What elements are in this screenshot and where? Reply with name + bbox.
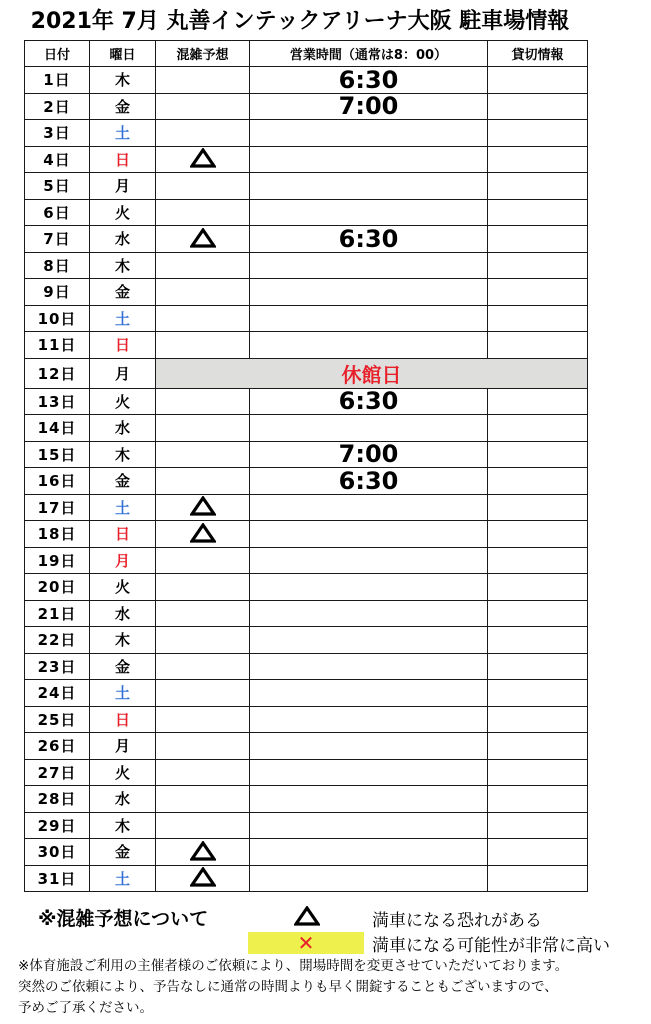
business-hours-cell: [250, 706, 488, 733]
crowd-forecast-cell: [156, 865, 250, 892]
table-row: [25, 468, 588, 495]
reservation-info-cell: [488, 252, 588, 279]
weekday-cell: 木: [90, 67, 156, 94]
warning-triangle-icon: [190, 496, 216, 518]
weekday-cell: 火: [90, 388, 156, 415]
warning-triangle-icon: [190, 228, 216, 250]
legend-cross-text: 満車になる可能性が非常に高い: [372, 936, 610, 956]
crowd-forecast-cell: [156, 627, 250, 654]
weekday-cell: 土: [90, 865, 156, 892]
date-cell: 26日: [25, 733, 90, 760]
warning-triangle-icon: [294, 906, 320, 930]
crowd-forecast-cell: [156, 812, 250, 839]
date-cell: 23日: [25, 653, 90, 680]
table-row: [25, 415, 588, 442]
business-hours-cell: [250, 627, 488, 654]
table-row: [25, 547, 588, 574]
reservation-info-cell: [488, 199, 588, 226]
date-cell: 24日: [25, 680, 90, 707]
business-hours-cell: [250, 252, 488, 279]
reservation-info-cell: [488, 706, 588, 733]
reservation-info-cell: [488, 865, 588, 892]
crowd-forecast-cell: [156, 67, 250, 94]
crowd-forecast-cell: [156, 759, 250, 786]
table-row: [25, 252, 588, 279]
warning-triangle-icon: [190, 841, 216, 863]
reservation-info-cell: [488, 415, 588, 442]
business-hours-cell: [250, 521, 488, 548]
warning-triangle-icon: [190, 148, 216, 170]
table-row: [25, 67, 588, 94]
date-cell: 1日: [25, 67, 90, 94]
table-row: [25, 332, 588, 359]
reservation-info-cell: [488, 574, 588, 601]
crowd-forecast-cell: [156, 415, 250, 442]
date-cell: 18日: [25, 521, 90, 548]
crowd-forecast-cell: [156, 706, 250, 733]
legend-title: ※混雑予想について: [38, 908, 209, 930]
legend-triangle-text: 満車になる恐れがある: [372, 911, 542, 931]
weekday-cell: 木: [90, 441, 156, 468]
crowd-forecast-cell: [156, 441, 250, 468]
reservation-info-cell: [488, 627, 588, 654]
crowd-forecast-cell: [156, 93, 250, 120]
date-cell: 13日: [25, 388, 90, 415]
weekday-cell: 日: [90, 332, 156, 359]
notes: [18, 956, 651, 1019]
reservation-info-cell: [488, 305, 588, 332]
business-hours-cell: [250, 415, 488, 442]
weekday-cell: 木: [90, 252, 156, 279]
reservation-info-cell: [488, 332, 588, 359]
date-cell: 20日: [25, 574, 90, 601]
reservation-info-cell: [488, 733, 588, 760]
crowd-forecast-cell: [156, 839, 250, 866]
table-row: [25, 279, 588, 306]
reservation-info-cell: [488, 521, 588, 548]
business-hours-cell: [250, 759, 488, 786]
business-hours-cell: [250, 574, 488, 601]
header-weekday: 曜日: [90, 41, 156, 67]
header-reservation-info: 貸切情報: [488, 41, 588, 67]
date-cell: 10日: [25, 305, 90, 332]
date-cell: 6日: [25, 199, 90, 226]
business-hours-cell: [250, 146, 488, 173]
weekday-cell: 土: [90, 120, 156, 147]
crowd-forecast-cell: [156, 547, 250, 574]
table-row: [25, 600, 588, 627]
crowd-forecast-cell: [156, 388, 250, 415]
reservation-info-cell: [488, 173, 588, 200]
table-body: [25, 67, 588, 892]
table-row: [25, 146, 588, 173]
business-hours-cell: [250, 812, 488, 839]
table-row: [25, 358, 588, 388]
table-row: [25, 865, 588, 892]
header-date: 日付: [25, 41, 90, 67]
date-cell: 2日: [25, 93, 90, 120]
red-cross-icon: ✕: [297, 931, 315, 955]
business-hours-cell: [250, 199, 488, 226]
date-cell: 27日: [25, 759, 90, 786]
weekday-cell: 金: [90, 653, 156, 680]
reservation-info-cell: [488, 120, 588, 147]
table-row: [25, 521, 588, 548]
date-cell: 19日: [25, 547, 90, 574]
business-hours-cell: [250, 680, 488, 707]
crowd-forecast-cell: [156, 653, 250, 680]
reservation-info-cell: [488, 494, 588, 521]
weekday-cell: 土: [90, 680, 156, 707]
date-cell: 31日: [25, 865, 90, 892]
business-hours-cell: 6:30: [250, 67, 488, 94]
table-row: [25, 786, 588, 813]
business-hours-cell: [250, 305, 488, 332]
date-cell: 4日: [25, 146, 90, 173]
table-row: [25, 305, 588, 332]
business-hours-cell: 7:00: [250, 441, 488, 468]
crowd-forecast-cell: [156, 521, 250, 548]
closed-day-cell: 休館日: [156, 358, 588, 388]
note-line: ※体育施設ご利用の主催者様のご依頼により、開場時間を変更させていただいております。: [18, 958, 569, 974]
table-row: [25, 812, 588, 839]
table-row: [25, 653, 588, 680]
table-row: [25, 839, 588, 866]
date-cell: 5日: [25, 173, 90, 200]
business-hours-cell: 6:30: [250, 388, 488, 415]
weekday-cell: 土: [90, 494, 156, 521]
table-row: [25, 627, 588, 654]
reservation-info-cell: [488, 468, 588, 495]
reservation-info-cell: [488, 226, 588, 253]
weekday-cell: 月: [90, 733, 156, 760]
reservation-info-cell: [488, 441, 588, 468]
business-hours-cell: [250, 786, 488, 813]
table-row: [25, 680, 588, 707]
weekday-cell: 金: [90, 839, 156, 866]
reservation-info-cell: [488, 812, 588, 839]
warning-triangle-icon: [190, 867, 216, 889]
business-hours-cell: [250, 279, 488, 306]
date-cell: 12日: [25, 358, 90, 388]
weekday-cell: 火: [90, 574, 156, 601]
weekday-cell: 月: [90, 173, 156, 200]
reservation-info-cell: [488, 680, 588, 707]
header-crowd-forecast: 混雑予想: [156, 41, 250, 67]
date-cell: 3日: [25, 120, 90, 147]
crowd-forecast-cell: [156, 279, 250, 306]
table-row: [25, 759, 588, 786]
weekday-cell: 日: [90, 706, 156, 733]
table-row: [25, 226, 588, 253]
weekday-cell: 金: [90, 93, 156, 120]
reservation-info-cell: [488, 388, 588, 415]
crowd-forecast-cell: [156, 226, 250, 253]
weekday-cell: 日: [90, 146, 156, 173]
weekday-cell: 水: [90, 786, 156, 813]
date-cell: 17日: [25, 494, 90, 521]
weekday-cell: 日: [90, 521, 156, 548]
date-cell: 16日: [25, 468, 90, 495]
table-row: [25, 733, 588, 760]
table-row: [25, 494, 588, 521]
warning-triangle-icon: [190, 523, 216, 545]
reservation-info-cell: [488, 653, 588, 680]
table-row: [25, 388, 588, 415]
crowd-forecast-cell: [156, 786, 250, 813]
crowd-forecast-cell: [156, 173, 250, 200]
date-cell: 11日: [25, 332, 90, 359]
table-header-row: [25, 41, 588, 67]
weekday-cell: 火: [90, 199, 156, 226]
table-row: [25, 441, 588, 468]
business-hours-cell: 7:00: [250, 93, 488, 120]
reservation-info-cell: [488, 600, 588, 627]
header-business-hours: 営業時間（通常は8：00）: [250, 41, 488, 67]
note-line: 予めご了承ください。: [18, 1000, 153, 1016]
crowd-forecast-cell: [156, 305, 250, 332]
date-cell: 25日: [25, 706, 90, 733]
reservation-info-cell: [488, 67, 588, 94]
crowd-forecast-cell: [156, 332, 250, 359]
reservation-info-cell: [488, 786, 588, 813]
business-hours-cell: [250, 173, 488, 200]
crowd-forecast-cell: [156, 252, 250, 279]
crowd-forecast-cell: [156, 733, 250, 760]
weekday-cell: 金: [90, 279, 156, 306]
reservation-info-cell: [488, 547, 588, 574]
crowd-forecast-cell: [156, 120, 250, 147]
weekday-cell: 月: [90, 547, 156, 574]
date-cell: 22日: [25, 627, 90, 654]
weekday-cell: 水: [90, 226, 156, 253]
crowd-forecast-cell: [156, 468, 250, 495]
business-hours-cell: [250, 653, 488, 680]
business-hours-cell: [250, 865, 488, 892]
table-row: [25, 173, 588, 200]
weekday-cell: 水: [90, 600, 156, 627]
weekday-cell: 木: [90, 812, 156, 839]
business-hours-cell: 6:30: [250, 468, 488, 495]
business-hours-cell: [250, 494, 488, 521]
crowd-forecast-cell: [156, 680, 250, 707]
table-row: [25, 199, 588, 226]
crowd-forecast-cell: [156, 574, 250, 601]
date-cell: 15日: [25, 441, 90, 468]
date-cell: 14日: [25, 415, 90, 442]
weekday-cell: 土: [90, 305, 156, 332]
crowd-forecast-cell: [156, 494, 250, 521]
weekday-cell: 木: [90, 627, 156, 654]
table-row: [25, 93, 588, 120]
crowd-forecast-cell: [156, 146, 250, 173]
business-hours-cell: [250, 332, 488, 359]
date-cell: 8日: [25, 252, 90, 279]
business-hours-cell: [250, 839, 488, 866]
business-hours-cell: 6:30: [250, 226, 488, 253]
date-cell: 30日: [25, 839, 90, 866]
weekday-cell: 火: [90, 759, 156, 786]
reservation-info-cell: [488, 146, 588, 173]
date-cell: 28日: [25, 786, 90, 813]
date-cell: 7日: [25, 226, 90, 253]
business-hours-cell: [250, 733, 488, 760]
business-hours-cell: [250, 547, 488, 574]
crowd-forecast-cell: [156, 600, 250, 627]
reservation-info-cell: [488, 759, 588, 786]
weekday-cell: 水: [90, 415, 156, 442]
business-hours-cell: [250, 600, 488, 627]
table-row: [25, 574, 588, 601]
date-cell: 29日: [25, 812, 90, 839]
business-hours-cell: [250, 120, 488, 147]
note-line: 突然のご依頼により、予告なしに通常の時間よりも早く開錠することもございますので、: [18, 979, 558, 995]
crowd-forecast-cell: [156, 199, 250, 226]
legend-cross-box: [248, 932, 364, 954]
weekday-cell: 金: [90, 468, 156, 495]
date-cell: 21日: [25, 600, 90, 627]
page-title: 2021年 7月 丸善インテックアリーナ大阪 駐車場情報: [30, 9, 570, 34]
date-cell: 9日: [25, 279, 90, 306]
reservation-info-cell: [488, 93, 588, 120]
table-row: [25, 120, 588, 147]
table-row: [25, 706, 588, 733]
weekday-cell: 月: [90, 358, 156, 388]
reservation-info-cell: [488, 279, 588, 306]
reservation-info-cell: [488, 839, 588, 866]
parking-schedule-table: [24, 40, 588, 892]
